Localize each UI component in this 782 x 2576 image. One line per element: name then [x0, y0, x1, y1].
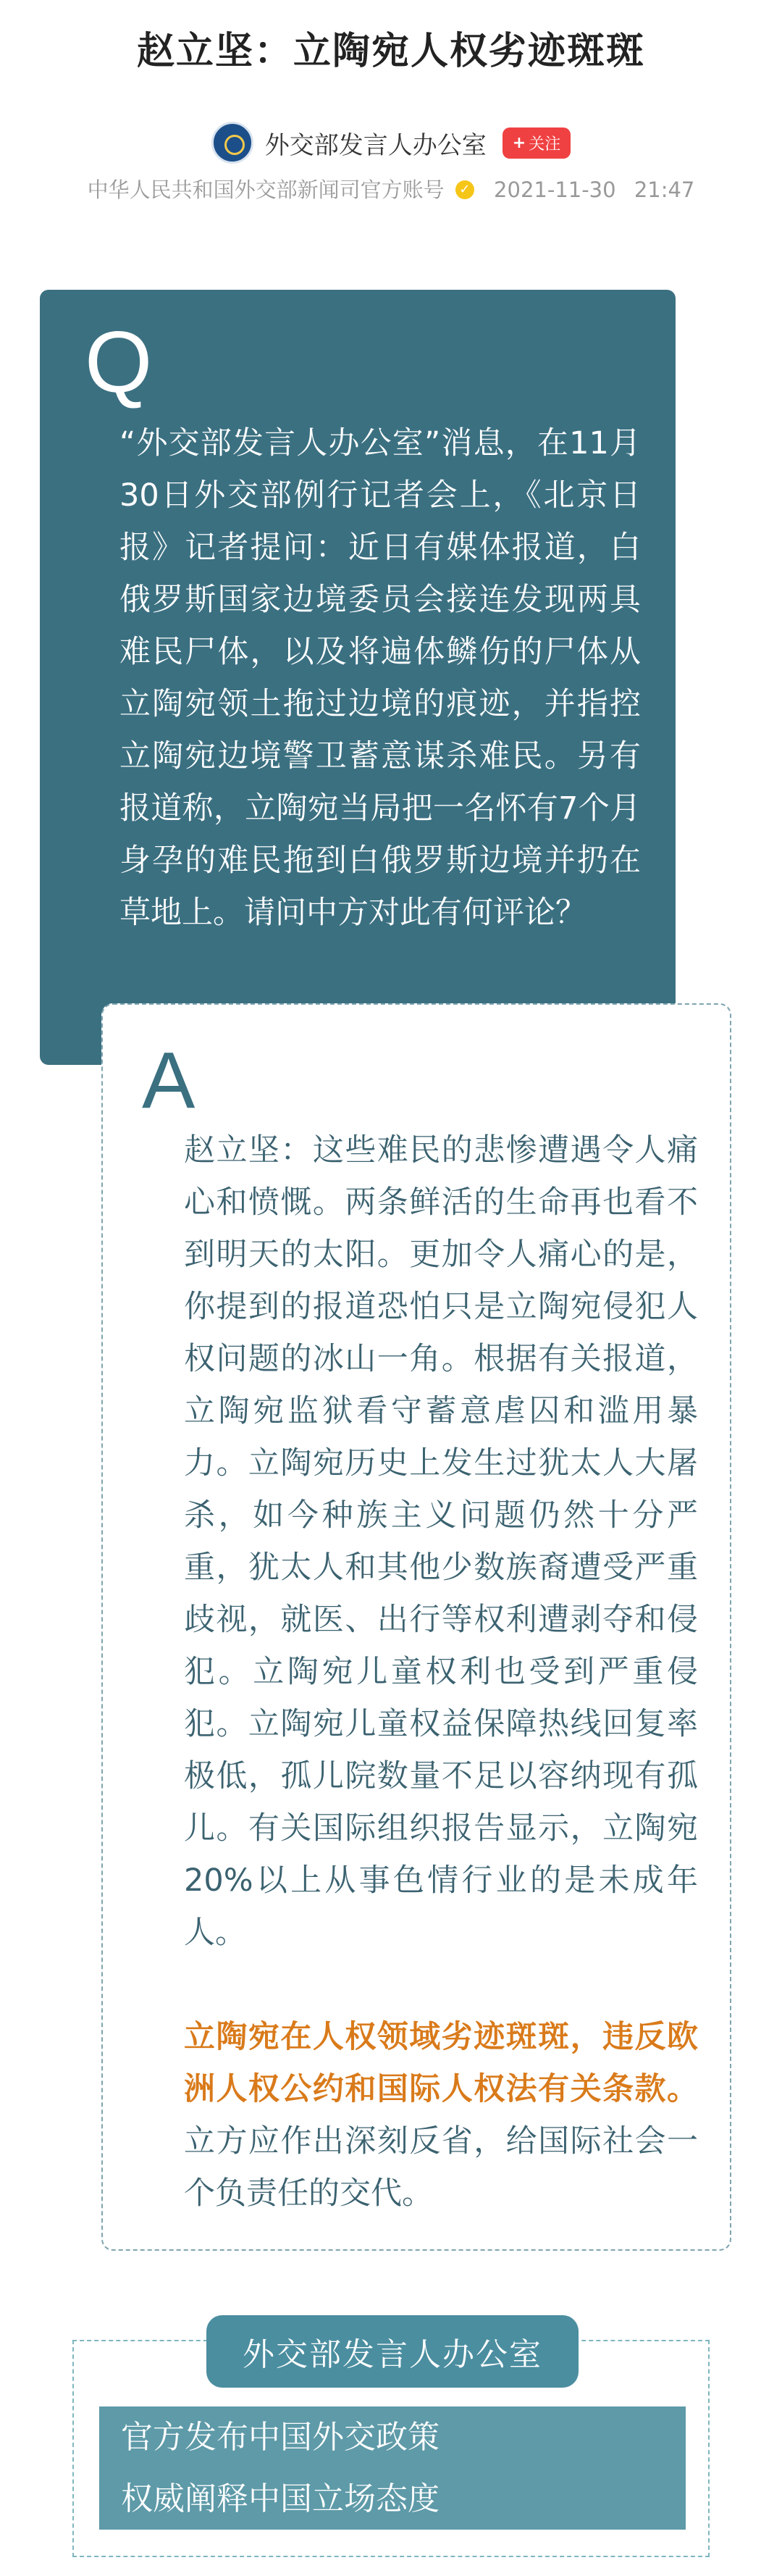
footer-label: 外交部发言人办公室: [206, 2315, 579, 2388]
answer-card: [101, 1003, 731, 2251]
account-description: 中华人民共和国外交部新闻司官方账号: [87, 177, 445, 202]
publish-time: 21:47: [634, 177, 695, 202]
follow-label: 关注: [529, 135, 561, 154]
article-meta: [0, 174, 782, 204]
plus-icon: +: [512, 133, 526, 152]
answer-conclusion: [184, 2011, 698, 2220]
footer-slogans: [99, 2406, 686, 2530]
answer-conclusion-rest: 立方应作出深刻反省，给国际社会一个负责任的交代。: [184, 2123, 698, 2212]
answer-highlight: 立陶宛在人权领域劣迹斑斑，违反欧洲人权公约和国际人权法有关条款。: [184, 2019, 698, 2107]
footer-slogan: 权威阐释中国立场态度: [121, 2480, 440, 2517]
follow-button[interactable]: [503, 127, 571, 159]
answer-text: [184, 1124, 698, 2220]
author-name[interactable]: 外交部发言人办公室: [264, 130, 487, 160]
footer-slogan: 官方发布中国外交政策: [121, 2419, 440, 2456]
answer-paragraph: 赵立坚：这些难民的悲惨遭遇令人痛心和愤慨。两条鲜活的生命再也看不到明天的太阳。更加令人痛心的是，你提到的报道恐怕只是立陶宛侵犯人权问题的冰山一角。根据有关报道，立陶宛监狱看守蓄意虐囚和滥用暴力。立陶宛历史上发生过犹太人大屠杀，如今种族主义问题仍然十分严重，犹太人和其他少数族裔遭受严重歧视，就医、出行等权利遭剥夺和侵犯。立陶宛儿童权利也受到严重侵犯。立陶宛儿童权益保障热线回复率极低，孤儿院数量不足以容纳现有孤儿。有关国际组织报告显示，立陶宛20%以上从事色情行业的是未成年人。: [184, 1132, 698, 1951]
answer-letter: A: [142, 1036, 196, 1125]
footer-box: [72, 2336, 710, 2557]
author-avatar[interactable]: [211, 122, 253, 164]
article-title: 赵立坚：立陶宛人权劣迹斑斑: [136, 30, 645, 73]
publish-date: 2021-11-30: [494, 177, 616, 202]
question-text: “外交部发言人办公室”消息，在11月30日外交部例行记者会上，《北京日报》记者提问：近日有媒体报道，白俄罗斯国家边境委员会接连发现两具难民尸体，以及将遍体鳞伤的尸体从立陶宛领土拖过边境的痕迹，并指控立陶宛边境警卫蓄意谋杀难民。另有报道称，立陶宛当局把一名怀有7个月身孕的难民拖到白俄罗斯边境并扔在草地上。请问中方对此有何评论？: [119, 425, 641, 931]
verified-icon: ✓: [455, 180, 474, 199]
author-row: [0, 120, 782, 166]
question-letter: Q: [85, 314, 153, 411]
question-card: [40, 290, 676, 1065]
